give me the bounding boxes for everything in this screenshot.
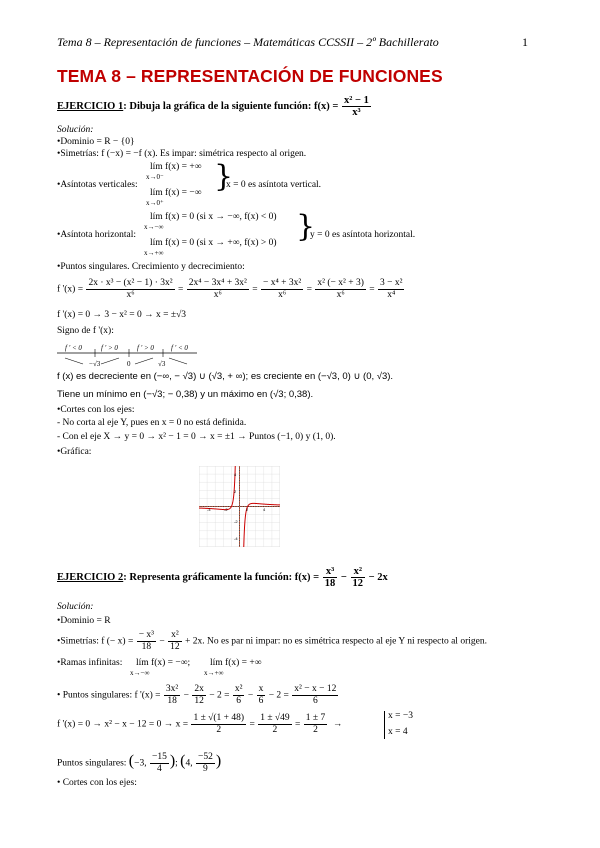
sign-label: f ' < 0 [171, 344, 188, 352]
fraction-denominator: 2 [272, 725, 278, 735]
vertical-asymptotes-label: •Asíntotas verticales: [57, 180, 138, 190]
fraction-denominator: 9 [203, 764, 208, 774]
fraction-numerator: x² − x − 12 [294, 684, 337, 694]
exercise-2-label: EJERCICIO 2 [57, 571, 124, 583]
fraction-numerator: −15 [151, 752, 167, 762]
horizontal-asymptote-conclusion: y = 0 es asíntota horizontal. [310, 230, 416, 240]
infinite-branches-label: •Ramas infinitas: [57, 658, 123, 668]
roots-brace [384, 711, 385, 739]
fraction-numerator: − x³ [138, 630, 155, 640]
symmetry-prefix: •Simetrías: f (− x) = [57, 636, 134, 647]
exercise-2-heading: EJERCICIO 2: Representa gráficamente la función: f(x) = $\frac{\text{x³}}{18}$ − $\frac{\text{x²}}{12}$ − 2x [57, 566, 388, 589]
domain-line: •Dominio = R − {0} [57, 137, 135, 147]
root-1: x = −3 [388, 711, 413, 721]
fraction-denominator: 6 [258, 696, 264, 706]
derivative-zero-equation: f '(x) = 0 → x² − x − 12 = 0 → x = $\frac{1 \pm √(1 + 48)}{2}$ = $\frac{1 \pm √49}{2}$ = $\frac{1 \pm 7}{2}$ → [57, 713, 343, 735]
exercise-2-function-tail: − 2x [368, 571, 388, 583]
fraction-denominator: 6 [236, 696, 242, 706]
vertical-limit-2: lím f(x) = −∞ [150, 188, 202, 198]
axis-cuts-heading: •Cortes con los ejes: [57, 405, 135, 415]
singular-points-heading: •Puntos singulares. Crecimiento y decrecimiento: [57, 262, 245, 272]
fraction-numerator: 1 ± √(1 + 48) [193, 713, 245, 723]
singular-points-list: Puntos singulares: (−3, $\frac{-15}{4}$ ); (4, $\frac{-52}{9}$ ) [57, 752, 222, 774]
infinite-branch-limit-1-sub: x→−∞ [130, 669, 150, 677]
graph-tick-label: -2 [224, 507, 228, 512]
fraction-denominator: x³ [352, 107, 361, 118]
exercise-1-statement: : Dibuja la gráfica de la siguiente función: f(x) = [123, 100, 339, 112]
fraction-numerator: 2x⁴ − 3x⁴ + 3x² [188, 278, 247, 288]
fraction-denominator: 2 [313, 725, 318, 735]
running-header: Tema 8 – Representación de funciones – Matemáticas CCSSII – 2º Bachillerato [57, 35, 439, 49]
graph-tick-label: 4 [263, 507, 266, 512]
fraction-denominator: 12 [352, 578, 364, 589]
fraction-numerator: 3x² [165, 684, 179, 694]
vertical-limit-2-sub: x→0⁺ [146, 199, 164, 207]
fraction-numerator: 1 ± 7 [305, 713, 326, 723]
domain-line: •Dominio = R [57, 616, 111, 626]
decreasing-arrow-icon [169, 358, 187, 364]
sign-label: f ' > 0 [137, 344, 154, 352]
horizontal-asymptote-label: •Asíntota horizontal: [57, 230, 137, 240]
sign-heading: Signo de f '(x): [57, 326, 114, 336]
horizontal-limit-1: lím f(x) = 0 (si x → −∞, f(x) < 0) [150, 212, 277, 222]
fraction-denominator: x⁶ [278, 290, 287, 300]
point-2-x: 4, [185, 758, 193, 769]
page-title: TEMA 8 – REPRESENTACIÓN DE FUNCIONES [57, 66, 443, 86]
symmetry-tail: + 2x. No es par ni impar: no es simétrica respecto al eje Y ni respecto al origen. [185, 636, 487, 647]
vertical-limit-1-sub: x→0⁻ [146, 173, 164, 181]
fraction-numerator: x² [234, 684, 243, 694]
exercise-1-function [342, 95, 371, 118]
root-2: x = 4 [388, 727, 408, 737]
fraction-numerator: x [258, 684, 264, 694]
brace-icon: } [296, 209, 316, 244]
fraction-numerator: 2x · x³ − (x² − 1) · 3x² [88, 278, 173, 288]
graph-tick-label: -4 [234, 536, 238, 541]
solution-label: Solución: [57, 125, 94, 135]
fraction-numerator: x² [351, 566, 366, 578]
monotonicity-line: f (x) es decreciente en (−∞, − √3) ∪ (√3, + ∞); es creciente en (−√3, 0) ∪ (0, √3). [57, 371, 394, 382]
singular-points-label: Puntos singulares: [57, 758, 127, 769]
fraction-denominator: 4 [157, 764, 162, 774]
increasing-arrow-icon [135, 358, 153, 364]
graph-tick-label: 4 [234, 472, 237, 477]
fraction-denominator: x⁶ [213, 290, 222, 300]
sign-diagram [57, 340, 207, 370]
derivative-label: f '(x) = [57, 284, 84, 295]
page-number: 1 [522, 35, 528, 49]
horizontal-limit-2-sub: x→+∞ [144, 249, 164, 257]
derivative-label: • Puntos singulares: f '(x) = [57, 690, 161, 701]
fraction-denominator: 18 [167, 696, 177, 706]
point-1-x: −3, [134, 758, 147, 769]
fraction-denominator: x⁶ [126, 290, 135, 300]
equation-prefix: f '(x) = 0 → x² − x − 12 = 0 → x = [57, 719, 189, 730]
fraction-numerator: x² − 1 [343, 95, 369, 106]
fraction-numerator: x² [168, 630, 182, 642]
horizontal-limit-2: lím f(x) = 0 (si x → +∞, f(x) > 0) [150, 238, 277, 248]
infinite-branch-limit-2-sub: x→+∞ [204, 669, 224, 677]
derivative-chain: f '(x) = $\frac{\text{2x · x³ − (x² − 1) · 3x²}}{\text{x⁶}}$ = $\frac{\text{2x⁴ − 3x⁴ + 3x²}}{\text{x⁶}}$ = $\frac{\text{− x⁴ + 3x²}}{\text{x⁶}}$ = $\frac{\text{x² (− x² + 3)}}{\text{x⁶}}$ = $\frac{\text{3 − x²}}{\text{x⁴}}$ [57, 278, 403, 300]
graph-tick-label: -2 [234, 519, 238, 524]
function-graph [199, 466, 280, 547]
infinite-branch-limit-2: lím f(x) = +∞ [210, 658, 262, 668]
fraction-denominator: 6 [312, 696, 318, 706]
solution-label: Solución: [57, 602, 94, 612]
graph-heading: •Gráfica: [57, 447, 92, 457]
exercise-2-statement: : Representa gráficamente la función: f(x) = [123, 571, 320, 583]
graph-tick-label: 2 [246, 507, 249, 512]
horizontal-limit-1-sub: x→−∞ [144, 223, 164, 231]
sign-tick-label: √3 [158, 360, 166, 368]
extrema-line: Tiene un mínimo en (−√3; − 0,38) y un máximo en (√3; 0,38). [57, 389, 314, 400]
axis-cuts-heading: • Cortes con los ejes: [57, 778, 137, 788]
sign-label: f ' < 0 [65, 344, 82, 352]
vertical-asymptote-conclusion: x = 0 es asíntota vertical. [226, 180, 322, 190]
exercise-1-heading [57, 95, 372, 118]
sign-tick-label: −√3 [89, 360, 101, 368]
fraction-denominator: 12 [194, 696, 204, 706]
fraction-denominator: 2 [216, 725, 222, 735]
fraction-numerator: 2x [194, 684, 204, 694]
graph-tick-label: -4 [207, 507, 211, 512]
fraction-numerator: −52 [198, 752, 213, 762]
fraction-numerator: − x⁴ + 3x² [263, 278, 302, 288]
vertical-limit-1: lím f(x) = +∞ [150, 162, 202, 172]
fraction-denominator: 18 [141, 642, 152, 652]
fraction-denominator: x⁴ [387, 290, 396, 300]
sign-tick-label: 0 [127, 360, 131, 368]
increasing-arrow-icon [101, 358, 119, 364]
fraction-numerator: 1 ± √49 [260, 713, 290, 723]
fraction-numerator: x² (− x² + 3) [317, 278, 364, 288]
sign-label: f ' > 0 [101, 344, 118, 352]
derivative-zero-line: f '(x) = 0 → 3 − x² = 0 → x = ±√3 [57, 310, 187, 320]
infinite-branch-limit-1: lím f(x) = −∞; [136, 658, 191, 668]
decreasing-arrow-icon [65, 358, 83, 364]
x-axis-cut-line: - Con el eje X → y = 0 → x² − 1 = 0 → x = ±1 → Puntos (−1, 0) y (1, 0). [57, 432, 336, 442]
fraction-denominator: 18 [324, 578, 336, 589]
singular-points-derivative: • Puntos singulares: f '(x) = $\frac{\text{3x²}}{18}$ − $\frac{2x}{12}$ − 2 = $\frac{\text{x²}}{6}$ − $\frac{x}{6}$ − 2 = $\frac{\text{x² − x − 12}}{6}$ [57, 684, 337, 706]
fraction-numerator: x³ [323, 566, 338, 578]
fraction-denominator: x⁶ [336, 290, 345, 300]
fraction-numerator: 3 − x² [380, 278, 403, 288]
symmetry-line: •Simetrías: f (−x) = −f (x). Es impar: simétrica respecto al origen. [57, 149, 307, 159]
brace-icon: } [214, 159, 234, 194]
exercise-1-label: EJERCICIO 1 [57, 100, 124, 112]
y-axis-cut-line: - No corta al eje Y, pues en x = 0 no está definida. [57, 418, 247, 428]
symmetry-line: •Simetrías: f (− x) = $\frac{\text{− x³}}{18}$ − $\frac{\text{x²}}{12}$ + 2x. No es par ni impar: no es simétrica respecto al eje Y ni respecto al origen. [57, 630, 487, 652]
graph-tick-label: 2 [234, 489, 237, 494]
fraction-denominator: 12 [170, 642, 180, 652]
